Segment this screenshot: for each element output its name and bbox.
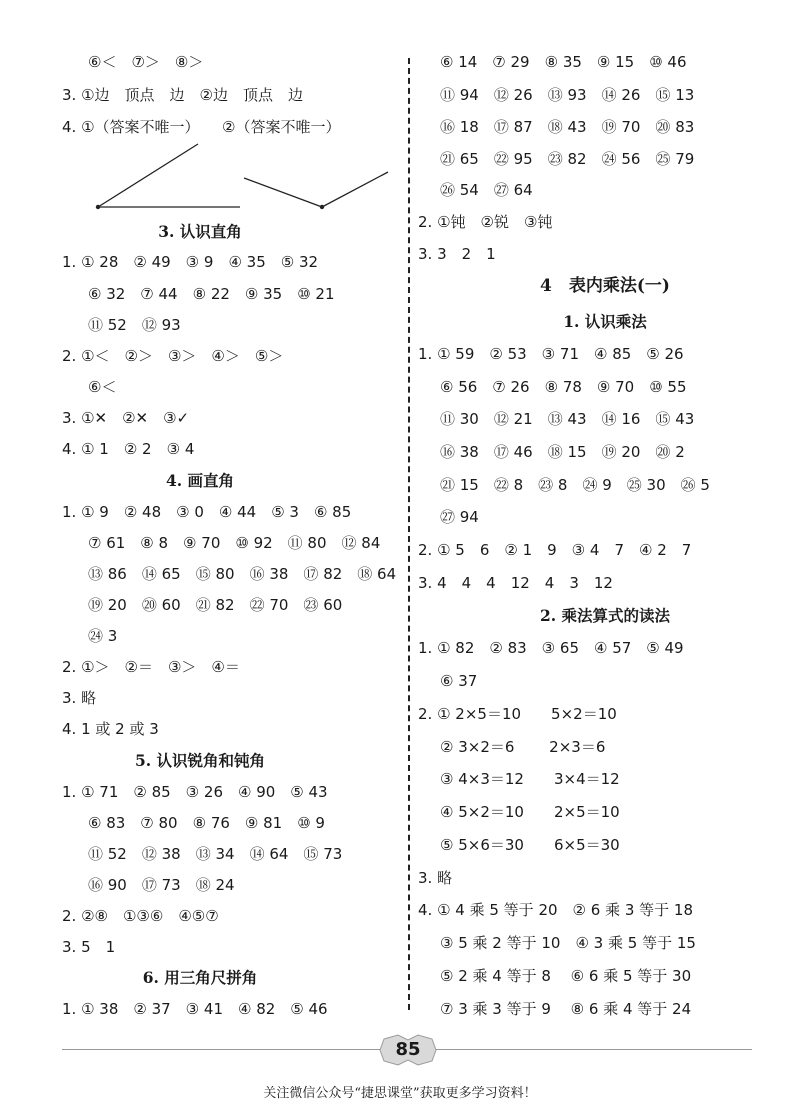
answer-line: ⑤ 5×6＝30 6×5＝30 <box>440 836 620 854</box>
column-divider <box>408 58 410 1010</box>
answer-line: ⑥＜ ⑦＞ ⑧＞ <box>88 53 204 71</box>
answer-line: ⑥ 32 ⑦ 44 ⑧ 22 ⑨ 35 ⑩ 21 <box>88 285 335 303</box>
footer-note: 关注微信公众号“捷思课堂”获取更多学习资料！ <box>263 1086 537 1101</box>
chapter-heading: 4 表内乘法(一) <box>540 276 670 296</box>
angle-drawings <box>90 140 400 220</box>
answer-line: 1. ① 9 ② 48 ③ 0 ④ 44 ⑤ 3 ⑥ 85 <box>62 503 352 521</box>
answer-line: ⑲ 20 ⑳ 60 ㉑ 82 ㉒ 70 ㉓ 60 <box>88 596 343 614</box>
answer-line: 2. ②⑧ ①③⑥ ④⑤⑦ <box>62 907 219 925</box>
answer-line: ⑥ 14 ⑦ 29 ⑧ 35 ⑨ 15 ⑩ 46 <box>440 53 687 71</box>
answer-line: 3. ①✕ ②✕ ③✓ <box>62 409 190 427</box>
answer-line: 3. 3 2 1 <box>418 245 496 263</box>
answer-line: 3. 4 4 4 12 4 3 12 <box>418 574 613 592</box>
page-number: 85 <box>395 1039 421 1060</box>
answer-line: 2. ①钝 ②锐 ③钝 <box>418 213 553 231</box>
answer-line: ⑦ 3 乘 3 等于 9 ⑧ 6 乘 4 等于 24 <box>440 1000 692 1018</box>
answer-line: ⑥ 83 ⑦ 80 ⑧ 76 ⑨ 81 ⑩ 9 <box>88 814 325 832</box>
section-heading: 5. 认识锐角和钝角 <box>134 751 266 770</box>
answer-line: ⑥ 56 ⑦ 26 ⑧ 78 ⑨ 70 ⑩ 55 <box>440 378 687 396</box>
answer-line: ㉔ 3 <box>88 627 118 645</box>
answer-line: 1. ① 82 ② 83 ③ 65 ④ 57 ⑤ 49 <box>418 639 684 657</box>
answer-line: ⑯ 38 ⑰ 46 ⑱ 15 ⑲ 20 ⑳ 2 <box>440 443 685 461</box>
answer-line: 2. ①＞ ②＝ ③＞ ④＝ <box>62 658 240 676</box>
answer-line: ⑪ 52 ⑫ 93 <box>88 316 181 334</box>
answer-line: 2. ① 5 6 ② 1 9 ③ 4 7 ④ 2 7 <box>418 541 692 559</box>
angle-figure-1 <box>96 144 240 209</box>
answer-line: ㉗ 94 <box>440 508 479 526</box>
answer-line: 1. ① 38 ② 37 ③ 41 ④ 82 ⑤ 46 <box>62 1000 328 1018</box>
answer-line: ⑯ 90 ⑰ 73 ⑱ 24 <box>88 876 235 894</box>
section-heading: 6. 用三角尺拼角 <box>142 968 258 987</box>
answer-line: ③ 4×3＝12 3×4＝12 <box>440 770 620 788</box>
answer-line: ㉑ 15 ㉒ 8 ㉓ 8 ㉔ 9 ㉕ 30 ㉖ 5 <box>440 476 710 494</box>
section-heading: 1. 认识乘法 <box>563 312 647 331</box>
answer-line: ⑪ 30 ⑫ 21 ⑬ 43 ⑭ 16 ⑮ 43 <box>440 410 695 428</box>
answer-line: ③ 5 乘 2 等于 10 ④ 3 乘 5 等于 15 <box>440 934 696 952</box>
answer-line: ⑦ 61 ⑧ 8 ⑨ 70 ⑩ 92 ⑪ 80 ⑫ 84 <box>88 534 381 552</box>
answer-line: 2. ①＜ ②＞ ③＞ ④＞ ⑤＞ <box>62 347 284 365</box>
answer-line: ⑤ 2 乘 4 等于 8 ⑥ 6 乘 5 等于 30 <box>440 967 692 985</box>
answer-line: ⑬ 86 ⑭ 65 ⑮ 80 ⑯ 38 ⑰ 82 ⑱ 64 <box>88 565 397 583</box>
answer-line: 1. ① 71 ② 85 ③ 26 ④ 90 ⑤ 43 <box>62 783 328 801</box>
answer-line: 3. 5 1 <box>62 938 116 956</box>
answer-line: ④ 5×2＝10 2×5＝10 <box>440 803 620 821</box>
section-heading: 3. 认识直角 <box>158 222 242 241</box>
answer-line: 3. ①边 顶点 边 ②边 顶点 边 <box>62 86 303 104</box>
section-heading: 2. 乘法算式的读法 <box>539 606 671 625</box>
answer-line: 3. 略 <box>418 869 453 887</box>
answer-line: 1. ① 59 ② 53 ③ 71 ④ 85 ⑤ 26 <box>418 345 684 363</box>
answer-line: ㉖ 54 ㉗ 64 <box>440 181 533 199</box>
answer-line: ㉑ 65 ㉒ 95 ㉓ 82 ㉔ 56 ㉕ 79 <box>440 150 695 168</box>
section-heading: 4. 画直角 <box>165 471 235 490</box>
answer-line: ② 3×2＝6 2×3＝6 <box>440 738 606 756</box>
answer-line: ⑪ 94 ⑫ 26 ⑬ 93 ⑭ 26 ⑮ 13 <box>440 86 695 104</box>
answer-line: 1. ① 28 ② 49 ③ 9 ④ 35 ⑤ 32 <box>62 253 319 271</box>
answer-line: ⑥＜ <box>88 378 117 396</box>
answer-line: 4. 1 或 2 或 3 <box>62 720 159 738</box>
answer-line: 4. ①（答案不唯一） ②（答案不唯一） <box>62 118 341 136</box>
angle-figure-2 <box>244 172 388 209</box>
answer-line: 4. ① 4 乘 5 等于 20 ② 6 乘 3 等于 18 <box>418 901 694 919</box>
answer-line: ⑪ 52 ⑫ 38 ⑬ 34 ⑭ 64 ⑮ 73 <box>88 845 343 863</box>
answer-line: 2. ① 2×5＝10 5×2＝10 <box>418 705 617 723</box>
answer-line: ⑯ 18 ⑰ 87 ⑱ 43 ⑲ 70 ⑳ 83 <box>440 118 695 136</box>
answer-line: 3. 略 <box>62 689 97 707</box>
answer-line: 4. ① 1 ② 2 ③ 4 <box>62 440 195 458</box>
answer-line: ⑥ 37 <box>440 672 478 690</box>
